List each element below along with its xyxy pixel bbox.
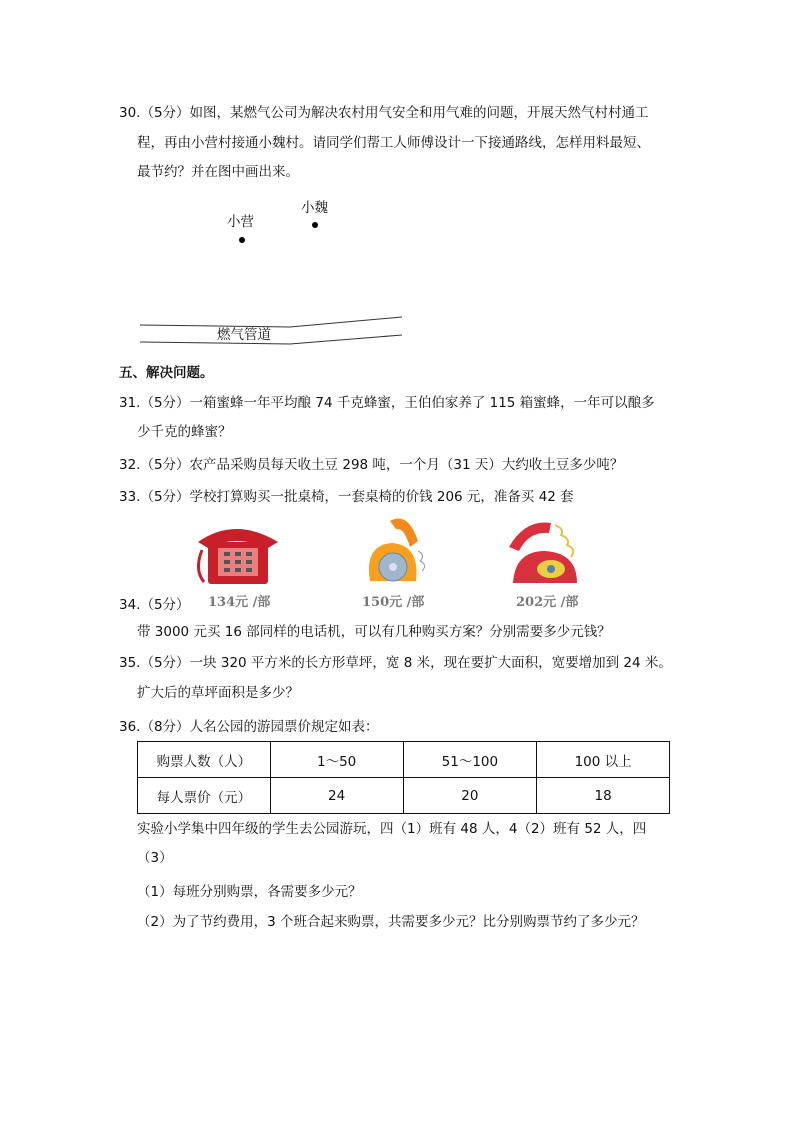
q30-line1: 30.（5分）如图，某燃气公司为解决农村用气安全和用气难的问题，开展天然气村村通工 <box>119 105 649 121</box>
table-cell: 1～50 <box>270 742 403 778</box>
q34-label: 34.（5分） <box>119 597 190 613</box>
q33-line1: 33.（5分）学校打算购买一批桌椅，一套桌椅的价钱 206 元，准备买 42 套 <box>119 489 574 505</box>
table-cell: 100 以上 <box>537 742 670 778</box>
phone-price-1: 134元 /部 <box>208 595 271 610</box>
q30-line3: 最节约？并在图中画出来。 <box>137 164 299 180</box>
village-a-label: 小营 <box>227 214 254 230</box>
table-cell: 18 <box>537 778 670 814</box>
orange-rotary-phone-image <box>360 515 435 587</box>
village-b-label: 小魏 <box>301 200 328 216</box>
village-a-dot <box>239 237 245 243</box>
q35-line2: 扩大后的草坪面积是多少？ <box>137 685 299 701</box>
table-cell: 24 <box>270 778 403 814</box>
q36-line1: 36.（8分）人名公园的游园票价规定如表： <box>119 719 379 735</box>
q31-line2: 少千克的蜂蜜？ <box>137 424 232 440</box>
table-row <box>138 778 670 814</box>
q35-line1: 35.（5分）一块 320 平方米的长方形草坪，宽 8 米，现在要扩大面积，宽要增加到 24 米。 <box>119 655 672 671</box>
q36-sub2: （2）为了节约费用，3 个班合起来购票，共需要多少元？比分别购票节约了多少元？ <box>137 914 645 930</box>
q32-line1: 32.（5分）农产品采购员每天收土豆 298 吨，一个月（31 天）大约收土豆多少吨？ <box>119 457 624 473</box>
q30-line2: 程，再由小营村接通小魏村。请同学们帮工人师傅设计一下接通路线，怎样用料最短、 <box>137 135 650 151</box>
ticket-price-table <box>137 741 670 814</box>
table-cell: 51～100 <box>403 742 537 778</box>
section-heading: 五、解决问题。 <box>119 365 214 381</box>
red-rotary-phone-image <box>505 517 583 587</box>
table-cell: 每人票价（元） <box>138 778 271 814</box>
phone-price-3: 202元 /部 <box>516 595 579 610</box>
q34-line2: 带 3000 元买 16 部同样的电话机，可以有几种购买方案？分别需要多少元钱？ <box>137 624 611 640</box>
pipe-bottom-line <box>140 335 402 344</box>
village-b-dot <box>312 222 318 228</box>
pipe-label: 燃气管道 <box>217 327 271 343</box>
q31-line1: 31.（5分）一箱蜜蜂一年平均酿 74 千克蜂蜜，王伯伯家养了 115 箱蜜蜂，一年可以酿多 <box>119 395 655 411</box>
red-keypad-phone-image <box>190 520 282 586</box>
phone-price-2: 150元 /部 <box>362 595 425 610</box>
q36-line3: （3） <box>137 850 173 866</box>
table-cell: 购票人数（人） <box>138 742 271 778</box>
q36-line2: 实验小学集中四年级的学生去公园游玩，四（1）班有 48 人，4（2）班有 52 人，四 <box>137 821 647 837</box>
table-cell: 20 <box>403 778 537 814</box>
pipe-top-line <box>140 317 402 327</box>
q36-sub1: （1）每班分别购票，各需要多少元？ <box>137 884 362 900</box>
table-row <box>138 742 670 778</box>
